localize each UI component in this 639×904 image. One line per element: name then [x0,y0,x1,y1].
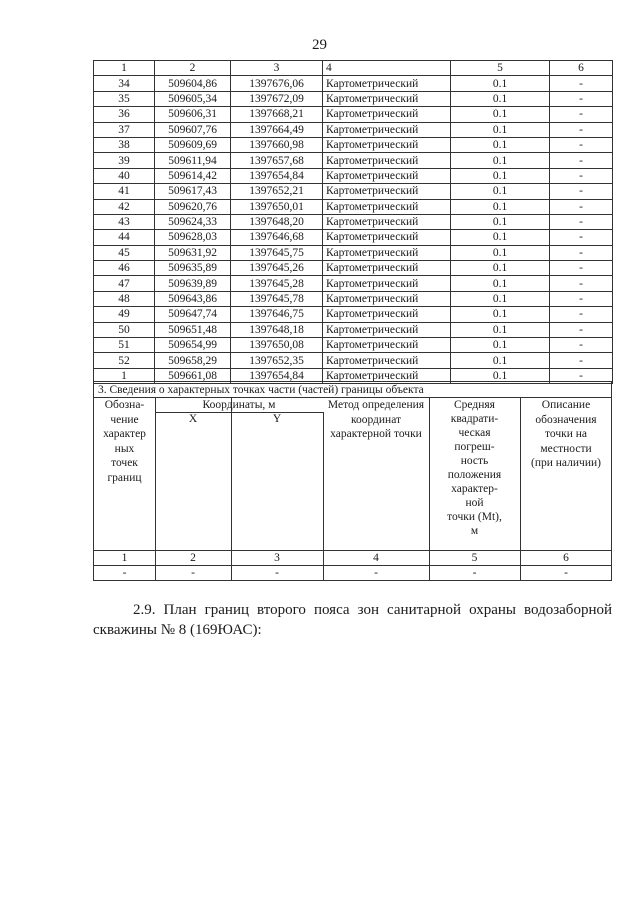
table-cell: 0.1 [451,76,550,91]
table-cell: 1397660,98 [231,137,323,152]
table-cell: 1397645,28 [231,276,323,291]
empty-cell: - [275,567,279,579]
table-cell: 1397657,68 [231,153,323,168]
table-cell: 1397645,78 [231,291,323,306]
table-cell: Картометрический [323,322,451,337]
table-cell: 0.1 [451,107,550,122]
table-cell: 47 [94,276,155,291]
table-cell: 48 [94,291,155,306]
table-cell: - [550,230,613,245]
table-cell: Картометрический [323,276,451,291]
col-number: 4 [373,552,379,564]
table-cell: Картометрический [323,214,451,229]
header-description: Описание обозначения точки на местности (при наличии) [531,399,601,469]
paragraph-line-1: 2.9. План границ второго пояса зон санитарной охраны водозаборной [133,602,612,618]
table-cell: Картометрический [323,353,451,368]
table-cell: 509647,74 [155,307,231,322]
table-cell: Картометрический [323,245,451,260]
table-cell: Картометрический [323,153,451,168]
table-cell: 0.1 [451,214,550,229]
table-cell: 3 [231,61,323,76]
table-cell: 1397645,26 [231,261,323,276]
table-cell: - [550,91,613,106]
table-cell: 1397648,18 [231,322,323,337]
table-cell: Картометрический [323,230,451,245]
table-cell: - [550,184,613,199]
table-cell: 0.1 [451,276,550,291]
table-cell: 50 [94,322,155,337]
table-cell: 0.1 [451,261,550,276]
table-cell: Картометрический [323,91,451,106]
table-row [94,276,613,291]
table-cell: 509606,31 [155,107,231,122]
table-cell: 0.1 [451,368,550,383]
section3-title: 3. Сведения о характерных точках части (частей) границы объекта [94,382,611,398]
table-cell: 1397654,84 [231,168,323,183]
table-cell: 1397672,09 [231,91,323,106]
table-cell: 40 [94,168,155,183]
table-cell: 36 [94,107,155,122]
table-cell: Картометрический [323,122,451,137]
table-row [94,76,613,91]
header-designation: Обозна- чение характер ных точек границ [103,399,146,484]
table-cell: - [550,214,613,229]
table-row [94,291,613,306]
table-row [94,245,613,260]
table-cell: 509658,29 [155,353,231,368]
table-cell: 509661,08 [155,368,231,383]
table-cell: - [550,322,613,337]
col-number: 5 [471,552,478,564]
header-method: Метод определения координат характерной точки [327,399,425,440]
table-row [94,230,613,245]
table-cell: 1397646,68 [231,230,323,245]
table-cell: 509639,89 [155,276,231,291]
table-row [94,214,613,229]
table-cell: - [550,261,613,276]
table-cell: 509635,89 [155,261,231,276]
table-cell: 38 [94,137,155,152]
table-cell: Картометрический [323,137,451,152]
table-cell: 1397668,21 [231,107,323,122]
table-cell: 509611,94 [155,153,231,168]
table-row [94,261,613,276]
table-cell: 509617,43 [155,184,231,199]
table-cell: 1 [94,368,155,383]
table-cell: - [550,353,613,368]
table-cell: 34 [94,76,155,91]
table-cell: 0.1 [451,91,550,106]
table-cell: 44 [94,230,155,245]
table-cell: - [550,245,613,260]
table-row [94,153,613,168]
table-cell: 1397646,75 [231,307,323,322]
table-cell: 0.1 [451,153,550,168]
table-cell: Картометрический [323,338,451,353]
table-cell: 2 [155,61,231,76]
table-cell: Картометрический [323,184,451,199]
table-cell: 0.1 [451,137,550,152]
table-row [94,122,613,137]
table-cell: - [550,276,613,291]
table-cell: - [550,137,613,152]
header-x: X [188,413,198,425]
col-number: 1 [121,552,128,564]
table-cell: 39 [94,153,155,168]
table-row [94,168,613,183]
table-row [94,184,613,199]
table-cell: - [550,107,613,122]
table-cell: 0.1 [451,338,550,353]
table-cell: 1397650,08 [231,338,323,353]
table-cell: 1 [94,61,155,76]
table-row [94,199,613,214]
table-cell: 1397676,06 [231,76,323,91]
header-coordinates: Координаты, м [202,399,276,411]
empty-cell: - [564,567,568,579]
header-y: Y [272,413,282,425]
table-row [94,107,613,122]
table-cell: 0.1 [451,245,550,260]
empty-cell: - [122,567,127,579]
table-cell: Картометрический [323,368,451,383]
table-cell: 52 [94,353,155,368]
table-cell: Картометрический [323,199,451,214]
table-cell: 0.1 [451,291,550,306]
table-cell: 509607,76 [155,122,231,137]
table-cell: 509651,48 [155,322,231,337]
table-cell: Картометрический [323,107,451,122]
table-cell: 51 [94,338,155,353]
section-2-9-paragraph [93,600,612,640]
table-cell: 1397645,75 [231,245,323,260]
table-cell: 1397652,21 [231,184,323,199]
table-cell: 1397650,01 [231,199,323,214]
table-cell: Картометрический [323,168,451,183]
table-cell: Картометрический [323,261,451,276]
table-row [94,91,613,106]
table-cell: 509643,86 [155,291,231,306]
table-cell: 0.1 [451,122,550,137]
table-cell: 0.1 [451,307,550,322]
table-cell: 509624,33 [155,214,231,229]
table-cell: 509609,69 [155,137,231,152]
table-cell: - [550,199,613,214]
table-cell: 0.1 [451,199,550,214]
table-cell: 35 [94,91,155,106]
table-cell: - [550,307,613,322]
table-cell: Картометрический [323,76,451,91]
coordinates-table-body [94,61,613,384]
col-number: 3 [274,552,280,564]
table-cell: - [550,338,613,353]
table-row [94,307,613,322]
table-cell: 49 [94,307,155,322]
table-cell: 509654,99 [155,338,231,353]
table-cell: - [550,122,613,137]
table-row [94,322,613,337]
table-row [94,137,613,152]
table-cell: 0.1 [451,184,550,199]
table-cell: - [550,153,613,168]
table-cell: 509631,92 [155,245,231,260]
table-cell: 509604,86 [155,76,231,91]
table-cell: Картометрический [323,307,451,322]
table-cell: 1397652,35 [231,353,323,368]
col-number: 2 [190,552,196,564]
table-cell: 509614,42 [155,168,231,183]
coordinates-table [93,60,613,384]
table-cell: 1397664,49 [231,122,323,137]
table-cell: 0.1 [451,168,550,183]
table-cell: 5 [451,61,550,76]
table-cell: 0.1 [451,353,550,368]
table-cell: 0.1 [451,230,550,245]
table-cell: 4 [323,61,451,76]
table-cell: - [550,368,613,383]
table-cell: 6 [550,61,613,76]
table-cell: Картометрический [323,291,451,306]
table-cell: 509628,03 [155,230,231,245]
table-cell: 509620,76 [155,199,231,214]
empty-cell: - [374,567,378,579]
table-row [94,353,613,368]
table-cell: 46 [94,261,155,276]
table-cell: 1397654,84 [231,368,323,383]
table-cell: - [550,291,613,306]
table-row [94,338,613,353]
table-cell: 1397648,20 [231,214,323,229]
table-cell: 509605,34 [155,91,231,106]
table-header-row [94,61,613,76]
paragraph-line-2: скважины № 8 (169ЮАС): [93,622,262,638]
empty-cell: - [472,567,477,579]
col-number: 6 [563,552,569,564]
empty-cell: - [191,567,195,579]
section3-table [93,381,612,581]
header-accuracy: Средняя квадрати- ческая погреш- ность положения характер- ной точки (Mt), м [447,399,502,537]
table-cell: 41 [94,184,155,199]
table-cell: 37 [94,122,155,137]
table-cell: - [550,76,613,91]
table-cell: 0.1 [451,322,550,337]
table-cell: - [550,168,613,183]
table-cell: 45 [94,245,155,260]
table-cell: 42 [94,199,155,214]
page-number: 29 [312,37,327,53]
table-cell: 43 [94,214,155,229]
